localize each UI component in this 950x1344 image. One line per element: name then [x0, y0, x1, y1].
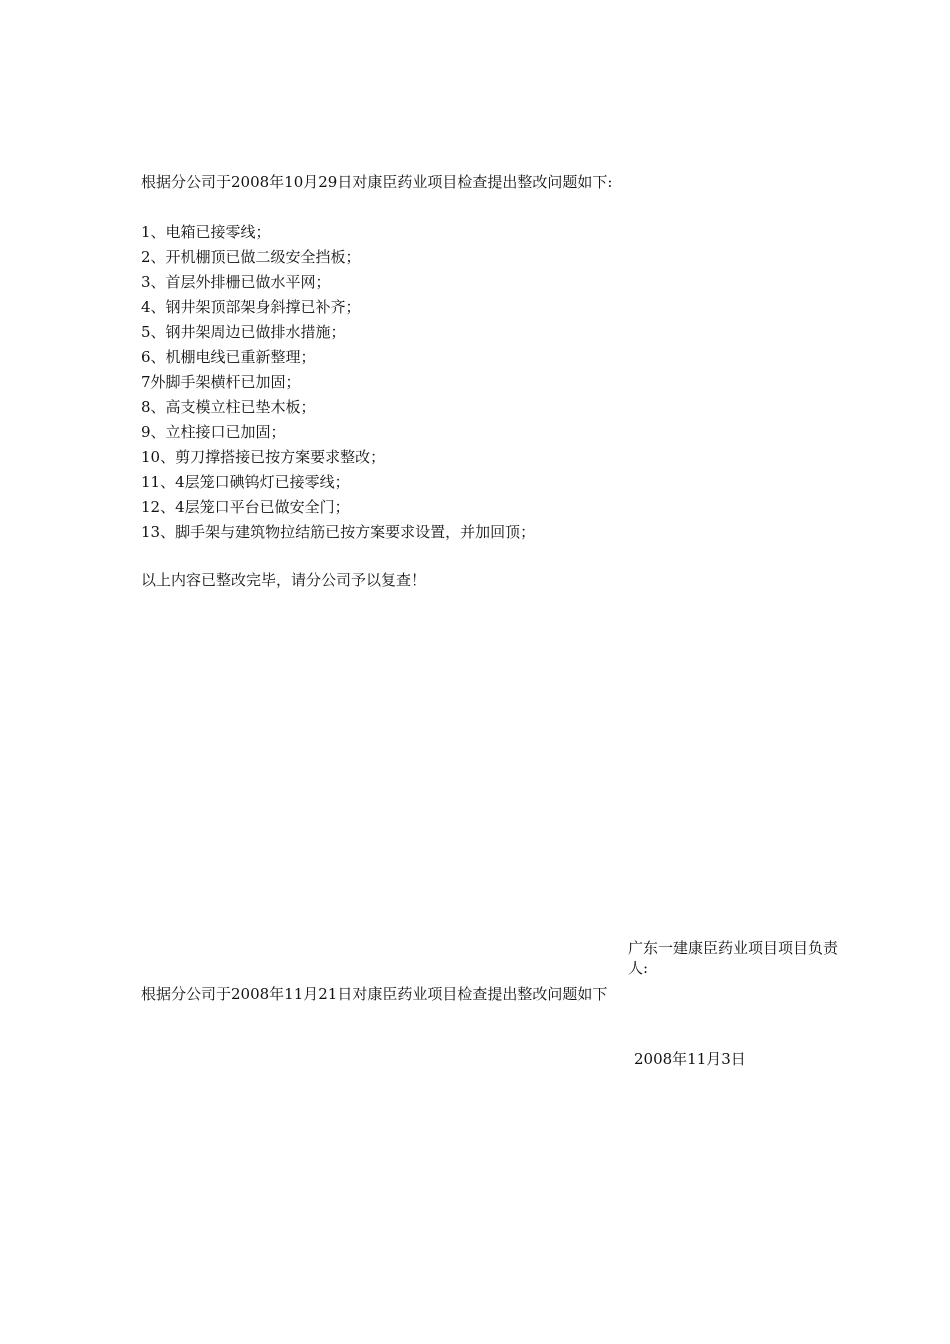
list-item: 13、脚手架与建筑物拉结筋已按方案要求设置，并加回顶；	[141, 523, 536, 541]
list-item: 10、剪刀撑搭接已按方案要求整改；	[141, 448, 386, 466]
closing-text: 以上内容已整改完毕，请分公司予以复查！	[141, 571, 427, 589]
list-item: 3、首层外排栅已做水平网；	[141, 273, 331, 291]
list-item: 1、电箱已接零线；	[141, 223, 271, 241]
signer-label: 广东一建康臣药业项目项目负责人:	[628, 939, 839, 977]
list-item: 7外脚手架横杆已加固；	[141, 373, 301, 391]
list-item: 6、机棚电线已重新整理；	[141, 348, 316, 366]
list-item: 8、高支模立柱已垫木板；	[141, 398, 316, 416]
list-item: 9、立柱接口已加固；	[141, 423, 286, 441]
rectification-list	[141, 220, 535, 545]
second-intro-text: 根据分公司于2008年11月21日对康臣药业项目检查提出整改问题如下	[141, 985, 608, 1003]
list-item: 5、钢井架周边已做排水措施；	[141, 323, 346, 341]
list-item: 12、4层笼口平台已做安全门；	[141, 498, 350, 516]
list-item: 2、开机棚顶已做二级安全挡板；	[141, 248, 361, 266]
document-date: 2008年11月3日	[634, 1050, 746, 1068]
list-item: 4、钢井架顶部架身斜撑已补齐；	[141, 298, 361, 316]
list-item: 11、4层笼口碘钨灯已接零线；	[141, 473, 350, 491]
intro-text: 根据分公司于2008年10月29日对康臣药业项目检查提出整改问题如下:	[141, 173, 613, 191]
